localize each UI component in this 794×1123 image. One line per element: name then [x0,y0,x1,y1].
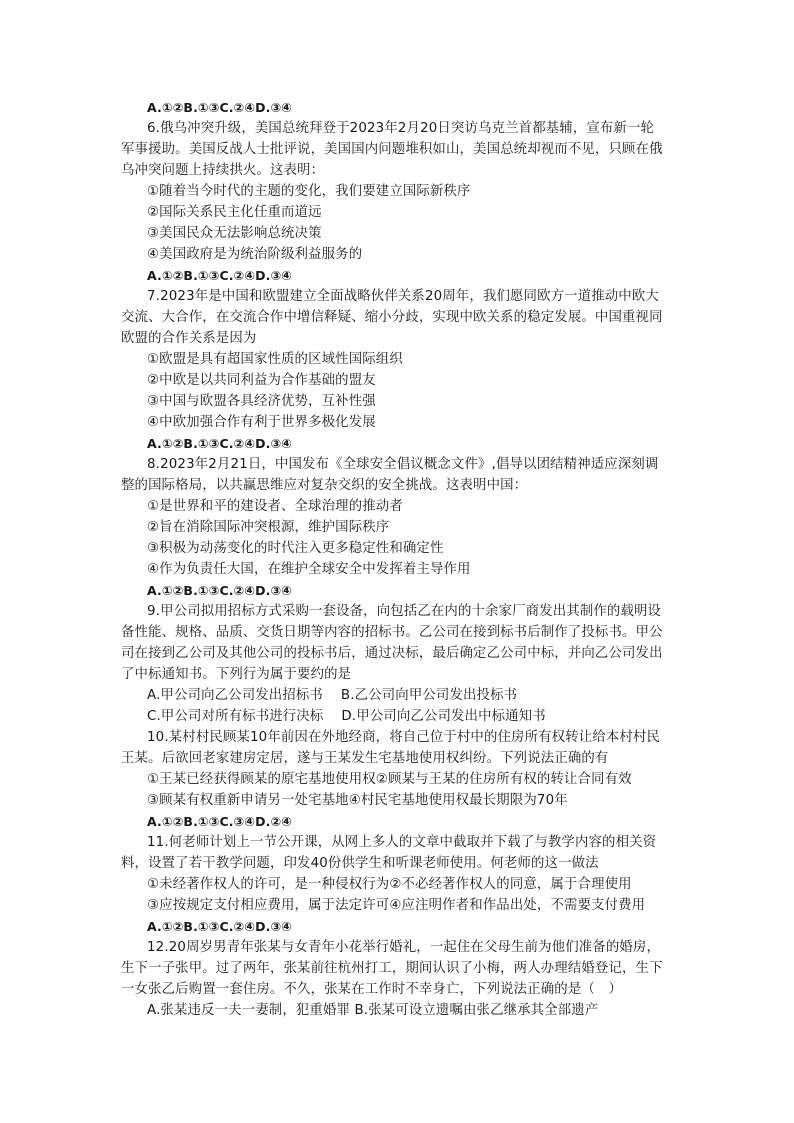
q8-stem-line-2: 整的国际格局，以共赢思维应对复杂交织的安全挑战。这表明中国： [121,478,528,493]
q10-options-12: ①王某已经获得顾某的原宅基地使用权②顾某与王某的住房所有权的转让合同有效 [147,772,632,787]
q11-options-34: ③应按规定支付相应费用，属于法定许可④应注明作者和作品出处，不需要支付费用 [147,898,646,913]
q7-stem-line-3: 欧盟的合作关系是因为 [121,331,257,346]
q9-options-ab: A.甲公司向乙公司发出招标书 B.乙公司向甲公司发出投标书 [147,688,518,703]
q8-stem-line-1: 8.2023年2月21日，中国发布《全球安全倡议概念文件》,倡导以团结精神适应深刻调 [147,457,659,472]
q7-stem-line-1: 7.2023年是中国和欧盟建立全面战略伙伴关系20周年，我们愿同欧方一道推动中欧大 [147,289,659,304]
q9-stem-line-3: 司在接到乙公司及其他公司的投标书后，通过决标，最后确定乙公司中标，并向乙公司发出 [121,646,663,661]
q6-option-3: ③美国民众无法影响总统决策 [147,226,322,241]
q7-option-3: ③中国与欧盟各具经济优势，互补性强 [147,394,376,409]
q7-option-2: ②中欧是以共同利益为合作基础的盟友 [147,373,376,388]
q6-option-1: ①随着当今时代的主题的变化，我们要建立国际新秩序 [147,184,471,199]
q9-stem-line-4: 了中标通知书。下列行为属于要约的是 [121,667,352,682]
q6-answer-options: A.①②B.①③C.②④D.③④ [147,268,293,283]
q8-option-1: ①是世界和平的建设者、全球治理的推动者 [147,499,403,514]
q5-answer-options: A.①②B.①③C.②④D.③④ [147,100,293,115]
q9-stem-line-2: 备性能、规格、品质、交货日期等内容的招标书。乙公司在接到标书后制作了投标书。甲公 [121,625,663,640]
q11-stem-line-1: 11.何老师计划上一节公开课，从网上多人的文章中截取并下载了与教学内容的相关资 [147,835,657,850]
q6-stem-line-3: 乌冲突问题上持续拱火。这表明： [121,163,325,178]
q7-option-1: ①欧盟是具有超国家性质的区域性国际组织 [147,352,403,367]
q6-option-2: ②国际关系民主化任重而道远 [147,205,322,220]
q10-options-34: ③顾某有权重新申请另一处宅基地④村民宅基地使用权最长期限为70年 [147,793,568,808]
q11-options-12: ①未经著作权人的许可，是一种侵权行为②不必经著作权人的同意，属于合理使用 [147,877,632,892]
q7-stem-line-2: 交流、大合作，在交流合作中增信释疑、缩小分歧，实现中欧关系的稳定发展。中国重视同 [121,310,663,325]
q8-answer-options: A.①②B.①③C.②④D.③④ [147,583,293,598]
q6-stem-line-1: 6.俄乌冲突升级，美国总统拜登于2023年2月20日突访乌克兰首都基辅，宣布新一轮 [147,121,655,136]
q8-option-4: ④作为负责任大国，在维护全球安全中发挥着主导作用 [147,562,471,577]
q10-stem-line-2: 王某。后欲回老家建房定居，遂与王某发生宅基地使用权纠纷。下列说法正确的有 [121,751,609,766]
q6-option-4: ④美国政府是为统治阶级利益服务的 [147,247,363,262]
q7-option-4: ④中欧加强合作有利于世界多极化发展 [147,415,376,430]
q12-stem-line-2: 生下一子张甲。过了两年，张某前往杭州打工，期间认识了小梅，两人办理结婚登记，生下 [121,961,663,976]
q8-option-2: ②旨在消除国际冲突根源，维护国际秩序 [147,520,390,535]
q10-stem-line-1: 10.某村村民顾某10年前因在外地经商，将自己位于村中的住房所有权转让给本村村民 [147,730,661,745]
q9-stem-line-1: 9.甲公司拟用招标方式采购一套设备，向包括乙在内的十余家厂商发出其制作的载明设 [147,604,662,619]
q12-stem-line-3: 一女张乙后购置一套住房。不久，张某在工作时不幸身亡，下列说法正确的是（ ） [121,982,623,997]
q9-options-cd: C.甲公司对所有标书进行决标 D.甲公司向乙公司发出中标通知书 [147,709,546,724]
q6-stem-line-2: 军事援助。美国反战人士批评说，美国国内问题堆积如山，美国总统却视而不见，只顾在俄 [121,142,663,157]
q8-option-3: ③积极为动荡变化的时代注入更多稳定性和确定性 [147,541,444,556]
q12-stem-line-1: 12.20周岁男青年张某与女青年小花举行婚礼，一起住在父母生前为他们准备的婚房， [147,940,661,955]
q10-answer-options: A.①②B.①③C.③④D.②④ [147,814,293,829]
q7-answer-options: A.①②B.①③C.②④D.③④ [147,436,293,451]
q11-stem-line-2: 料，设置了若干教学问题，印发40份供学生和听课老师使用。何老师的这一做法 [121,856,599,871]
q12-options-ab: A.张某违反一夫一妻制，犯重婚罪 B.张某可设立遗嘱由张乙继承其全部遗产 [147,1003,599,1018]
q11-answer-options: A.①②B.①③C.②④D.③④ [147,919,293,934]
